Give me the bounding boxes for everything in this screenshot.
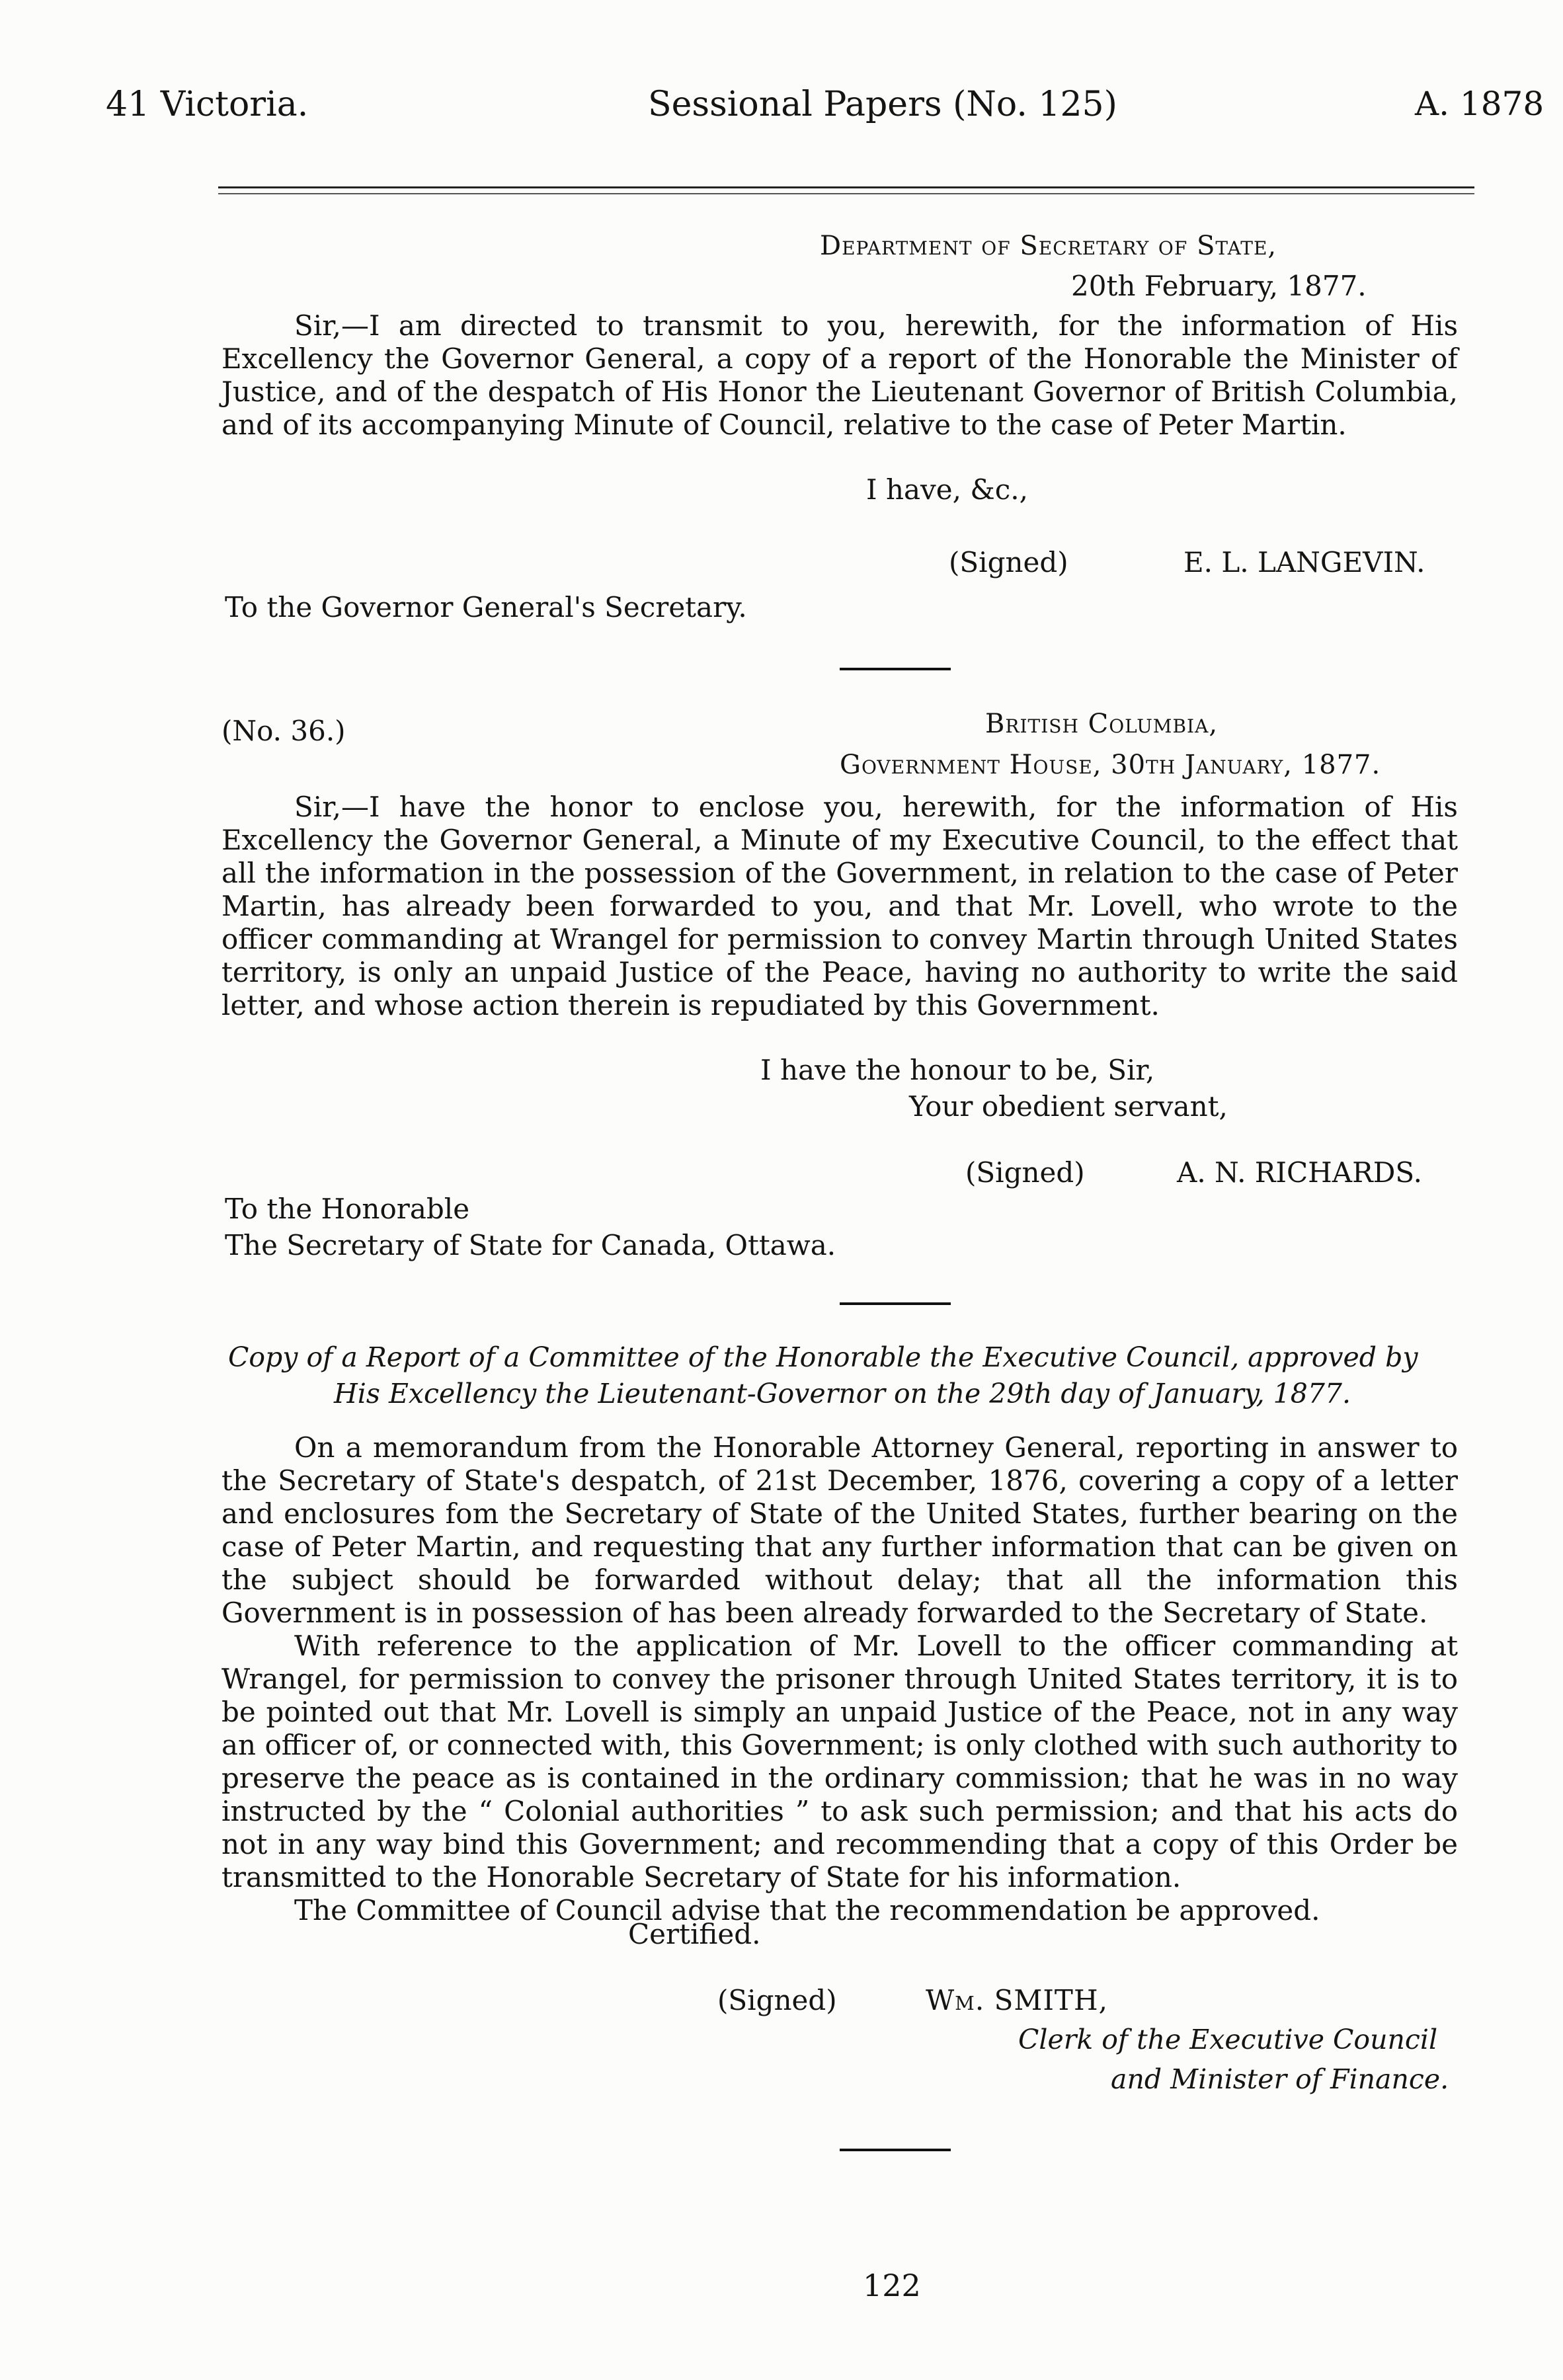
report-paragraph-3: The Committee of Council advise that the recommendation be approved. [294, 1894, 1320, 1926]
letter2-place: British Columbia, [985, 709, 1219, 739]
section-divider [840, 2149, 951, 2151]
letter1-body-text: Sir,—I am directed to transmit to you, herewith, for the information of His Excellency the Governor General, a copy of a report of the Honorable the Minister of Justice, and of the despatch of His Honor the Lieutenant Governor of British Columbia, and of its accompanying Minute of Council, relative to the case of Peter Martin. [221, 309, 1458, 441]
letter2-body [221, 791, 1458, 1022]
report-signatory: Wm. SMITH, [926, 1984, 1108, 2016]
letter2-signatory: A. N. RICHARDS. [1177, 1156, 1423, 1189]
header-rule [218, 186, 1474, 188]
header-title: Sessional Papers (No. 125) [648, 85, 1117, 124]
letter2-closing-2: Your obedient servant, [909, 1090, 1228, 1123]
report-title-2: and Minister of Finance. [1111, 2063, 1449, 2095]
letter2-addressee-2: The Secretary of State for Canada, Ottawa. [225, 1229, 836, 1261]
letter1-body [221, 309, 1458, 442]
report-heading-1: Copy of a Report of a Committee of the Honorable the Executive Council, approved by [228, 1341, 1418, 1373]
header-rule-secondary [218, 193, 1474, 194]
report-signed-label: (Signed) [717, 1984, 837, 2016]
letter2-number: (No. 36.) [221, 715, 346, 747]
letter1-signed-label: (Signed) [949, 546, 1068, 578]
header-session: 41 Victoria. [106, 85, 309, 124]
letter1-department: Department of Secretary of State, [820, 231, 1277, 261]
letter2-addressee-1: To the Honorable [225, 1193, 470, 1225]
letter1-signatory: E. L. LANGEVIN. [1183, 546, 1425, 578]
section-divider [840, 668, 951, 670]
report-title-1: Clerk of the Executive Council [1018, 2024, 1438, 2055]
page-number: 122 [863, 2268, 921, 2303]
letter2-closing-1: I have the honour to be, Sir, [760, 1054, 1155, 1086]
letter2-signed-label: (Signed) [965, 1156, 1085, 1189]
report-heading-2: His Excellency the Lieutenant-Governor on the 29th day of January, 1877. [334, 1378, 1351, 1409]
letter2-body-text: Sir,—I have the honor to enclose you, herewith, for the information of His Excellency the Governor General, a Minute of my Executive Council, to the effect that all the information in the possession of the Government, in relation to the case of Peter Martin, has already been forwarded to you, and that Mr. Lovell, who wrote to the officer commanding at Wrangel for permission to convey Martin through United States territory, is only an unpaid Justice of the Peace, having no authority to write the said letter, and whose action therein is repudiated by this Government. [221, 791, 1458, 1021]
letter1-closing: I have, &c., [866, 473, 1028, 506]
report-paragraph-1: On a memorandum from the Honorable Attorney General, reporting in answer to the Secretary of State's despatch, of 21st December, 1876, covering a copy of a letter and enclosures fom the Secretary of State of the United States, further bearing on the case of Peter Martin, and requesting that any further information that can be given on the subject should be forwarded without delay; that all the information this Government is in possession of has been already forwarded to the Secretary of State. [221, 1431, 1458, 1629]
header-year: A. 1878 [1415, 85, 1544, 123]
report-body [221, 1431, 1458, 1927]
report-certified: Certified. [628, 1918, 761, 1950]
letter1-date: 20th February, 1877. [1071, 270, 1367, 302]
letter1-addressee: To the Governor General's Secretary. [225, 591, 747, 623]
letter2-location-date: Government House, 30th January, 1877. [840, 750, 1381, 780]
section-divider [840, 1302, 951, 1305]
report-paragraph-2: With reference to the application of Mr. Lovell to the officer commanding at Wrangel, for permission to convey the prisoner through United States territory, it is to be pointed out that Mr. Lovell is simply an unpaid Justice of the Peace, not in any way an officer of, or connected with, this Government; is only clothed with such authority to preserve the peace as is contained in the ordinary commission; that he was in no way instructed by the “ Colonial authorities ” to ask such permission; and that his acts do not in any way bind this Government; and recommending that a copy of this Order be transmitted to the Honorable Secretary of State for his information. [221, 1630, 1458, 1893]
